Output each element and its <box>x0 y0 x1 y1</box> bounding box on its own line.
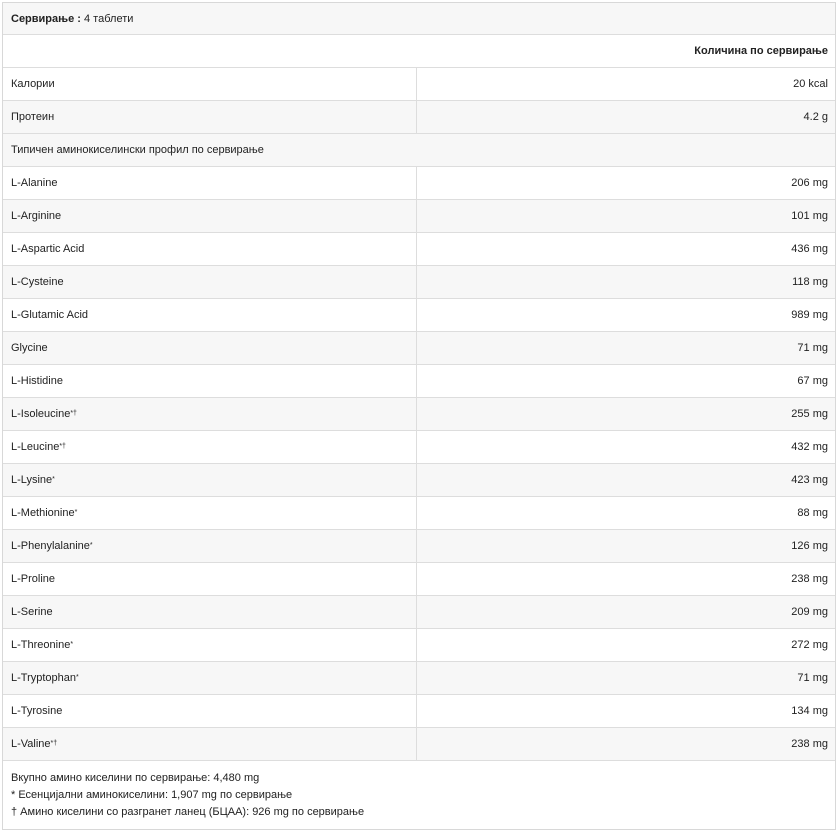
row-amount: 209 mg <box>791 606 828 618</box>
table-row <box>3 332 835 365</box>
table-row <box>3 530 835 563</box>
table-row <box>3 299 835 332</box>
row-name-text: L-Phenylalanine <box>11 540 90 552</box>
table-header <box>3 35 835 68</box>
row-amount: 436 mg <box>791 243 828 255</box>
row-name-text: L-Valine <box>11 738 51 750</box>
row-name <box>3 530 417 562</box>
footnote-mark: * <box>74 508 78 516</box>
row-amount: 423 mg <box>791 474 828 486</box>
row-name-text: L-Proline <box>11 573 56 585</box>
row-name-text: L-Tryptophan <box>11 672 77 684</box>
table-row <box>3 662 835 695</box>
row-name <box>3 431 417 463</box>
table-row <box>3 728 835 761</box>
row-name-text: L-Threonine <box>11 639 71 651</box>
serving-value: 4 таблети <box>80 12 134 25</box>
row-name-text: L-Aspartic Acid <box>11 243 85 255</box>
table-row <box>3 101 835 134</box>
row-amount: 71 mg <box>797 672 828 684</box>
row-amount: 238 mg <box>791 738 828 750</box>
row-name-text: L-Methionine <box>11 507 75 519</box>
row-name-text: Калории <box>11 78 55 90</box>
row-name <box>3 629 417 661</box>
row-name-text: Протеин <box>11 111 55 123</box>
row-amount: 206 mg <box>791 177 828 189</box>
footnote-mark: *† <box>50 739 58 747</box>
table-row <box>3 497 835 530</box>
table-row <box>3 167 835 200</box>
row-name-text: L-Arginine <box>11 210 62 222</box>
row-name <box>3 365 417 397</box>
footnote-mark: * <box>52 475 55 483</box>
row-amount: 432 mg <box>791 441 828 453</box>
row-name <box>3 299 417 331</box>
row-amount: 134 mg <box>791 705 828 717</box>
table-row <box>3 233 835 266</box>
row-name <box>3 68 417 100</box>
row-name <box>3 728 417 760</box>
row-name-text: L-Cysteine <box>11 276 64 288</box>
table-row <box>3 398 835 431</box>
amount-per-serving-header: Количина по сервирање <box>694 45 828 57</box>
row-amount: 101 mg <box>791 210 828 222</box>
table-row <box>3 596 835 629</box>
row-amount: 4.2 g <box>803 111 828 123</box>
row-name <box>3 266 417 298</box>
row-amount: 238 mg <box>791 573 828 585</box>
row-name <box>3 233 417 265</box>
serving-size-row <box>3 3 835 35</box>
total-amino-acids-note: Вкупно амино киселини по сервирање: 4,480 mg <box>11 772 260 784</box>
nutrition-table <box>2 2 836 830</box>
table-row <box>3 365 835 398</box>
row-name <box>3 695 417 727</box>
row-name-text: L-Alanine <box>11 177 58 189</box>
table-row <box>3 464 835 497</box>
row-name-text: L-Isoleucine <box>11 408 71 420</box>
table-row <box>3 266 835 299</box>
footnote-mark: * <box>76 673 79 681</box>
row-name-text: L-Histidine <box>11 375 63 387</box>
amino-profile-title: Типичен аминокиселински профил по сервирање <box>11 144 264 156</box>
row-amount: 67 mg <box>797 375 828 387</box>
row-amount: 88 mg <box>797 507 828 519</box>
row-name <box>3 200 417 232</box>
row-name <box>3 662 417 694</box>
amino-profile-section-row <box>3 134 835 167</box>
row-name <box>3 398 417 430</box>
row-amount: 118 mg <box>792 276 828 288</box>
row-name <box>3 563 417 595</box>
row-amount: 20 kcal <box>793 78 828 90</box>
table-row <box>3 695 835 728</box>
footnote-mark: * <box>70 640 74 648</box>
row-amount: 272 mg <box>791 639 828 651</box>
table-row <box>3 200 835 233</box>
footnote-mark: *† <box>59 442 66 450</box>
essential-amino-acids-note: * Есенцијални аминокиселини: 1,907 mg по сервирање <box>11 789 293 801</box>
row-name-text: Glycine <box>11 342 48 354</box>
row-name-text: L-Glutamic Acid <box>11 309 89 321</box>
row-amount: 989 mg <box>791 309 828 321</box>
row-name <box>3 497 417 529</box>
footnote-mark: * <box>89 541 93 549</box>
serving-label: Сервирање : <box>11 12 81 25</box>
row-amount: 126 mg <box>791 540 828 552</box>
table-row <box>3 68 835 101</box>
row-amount: 71 mg <box>797 342 828 354</box>
row-name-text: L-Lysine <box>11 474 53 486</box>
row-name-text: L-Serine <box>11 606 53 618</box>
table-row <box>3 431 835 464</box>
table-row <box>3 563 835 596</box>
bcaa-note: † Амино киселини со разгранет ланец (БЦАА): 926 mg по сервирање <box>11 806 365 818</box>
row-name <box>3 332 417 364</box>
row-name <box>3 101 417 133</box>
table-footer <box>3 761 835 829</box>
row-name-text: L-Leucine <box>11 441 60 453</box>
row-name <box>3 167 417 199</box>
row-name <box>3 464 417 496</box>
table-row <box>3 629 835 662</box>
footnote-mark: *† <box>70 409 77 417</box>
row-name <box>3 596 417 628</box>
row-amount: 255 mg <box>791 408 828 420</box>
row-name-text: L-Tyrosine <box>11 705 63 717</box>
